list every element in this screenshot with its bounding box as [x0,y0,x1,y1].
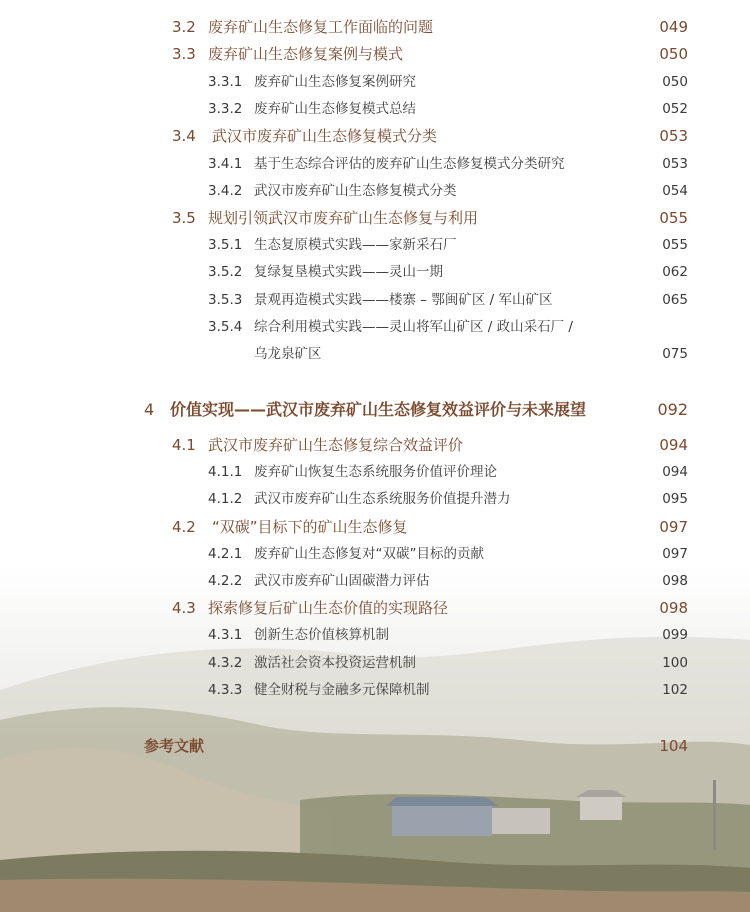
toc-entry-title: 废弃矿山生态修复模式总结 [254,101,416,117]
toc-entry-title: 武汉市废弃矿山固碳潜力评估 [254,573,430,589]
toc-entry-title: 健全财税与金融多元保障机制 [254,682,430,698]
toc-entry-page: 097 [659,518,688,536]
toc-entry-number: 3.5.1 [208,237,243,253]
toc-entry-number: 4.1 [172,436,196,454]
toc-entry-page: 094 [662,464,688,480]
toc-entry-title: 废弃矿山生态修复对“双碳”目标的贡献 [254,546,484,562]
toc-entry-title: 武汉市废弃矿山生态系统服务价值提升潜力 [254,491,511,507]
toc-entry[interactable] [0,650,750,676]
toc-entry-page: 102 [662,682,688,698]
toc-entry-title: 武汉市废弃矿山生态修复模式分类 [212,127,438,145]
toc-entry[interactable] [0,514,750,540]
toc-entry-page: 099 [662,627,688,643]
toc-entry-title: 废弃矿山生态修复案例与模式 [208,45,404,63]
toc-entry-page: 065 [662,292,688,308]
toc-entry-number: 3.3.1 [208,74,243,90]
toc-references-entry[interactable] [0,733,750,759]
toc-entry[interactable] [0,287,750,313]
toc-entry-number: 4.3.1 [208,627,243,643]
toc-entry[interactable] [0,123,750,149]
toc-entry-number: 4.2.2 [208,573,243,589]
toc-entry[interactable] [0,96,750,122]
toc-entry-title: 探索修复后矿山生态价值的实现路径 [208,599,449,617]
toc-entry-title: “双碳”目标下的矿山生态修复 [212,518,408,536]
toc-entry[interactable] [0,178,750,204]
toc-entry-title: 复绿复垦模式实践——灵山一期 [254,264,443,280]
toc-entry-page: 104 [659,737,688,755]
toc-entry-page: 098 [662,573,688,589]
toc-entry-title: 废弃矿山恢复生态系统服务价值评价理论 [254,464,497,480]
toc-entry-page: 100 [662,655,688,671]
toc-entry-page: 049 [659,18,688,36]
toc-entry[interactable] [0,205,750,231]
toc-entry-page: 055 [659,209,688,227]
toc-entry-page: 055 [662,237,688,253]
toc-entry-title: 激活社会资本投资运营机制 [254,655,416,671]
toc-entry-page: 095 [662,491,688,507]
toc-entry-title: 废弃矿山生态修复工作面临的问题 [208,18,434,36]
toc-entry-number: 4.2.1 [208,546,243,562]
toc-entry-title: 武汉市废弃矿山生态修复模式分类 [254,183,457,199]
toc-entry-page: 053 [659,127,688,145]
toc-entry[interactable] [0,486,750,512]
toc-entry-page: 050 [659,45,688,63]
toc-entry-page: 097 [662,546,688,562]
toc-entry-number: 4.1.2 [208,491,243,507]
toc-entry-page: 092 [657,400,688,419]
toc-entry[interactable] [0,595,750,621]
toc-entry[interactable] [0,459,750,485]
toc-entry[interactable] [0,14,750,40]
toc-entry[interactable] [0,151,750,177]
toc-entry-title: 景观再造模式实践——楼寨 – 鄂闽矿区 / 军山矿区 [254,292,553,308]
toc-entry[interactable] [0,677,750,703]
toc-entry[interactable] [0,622,750,648]
toc-entry-number: 3.2 [172,18,196,36]
toc-entry-title: 废弃矿山生态修复案例研究 [254,74,416,90]
toc-entry-number: 3.5.2 [208,264,243,280]
toc-entry-number: 3.5.4 [208,319,243,335]
toc-entry[interactable] [0,541,750,567]
toc-references-title: 参考文献 [144,737,205,755]
toc-entry-number: 3.4.2 [208,183,243,199]
toc-entry-number: 3.3.2 [208,101,243,117]
toc-entry-number: 3.5.3 [208,292,243,308]
toc-entry-page: 062 [662,264,688,280]
toc-entry-title-continuation: 乌龙泉矿区 [254,346,322,362]
toc-entry-page: 050 [662,74,688,90]
toc-entry[interactable] [0,41,750,67]
toc-entry-number: 3.4.1 [208,156,243,172]
toc-entry-number: 4.3.3 [208,682,243,698]
toc-entry[interactable] [0,432,750,458]
toc-entry-page: 098 [659,599,688,617]
toc-entry-page: 094 [659,436,688,454]
toc-entry-page: 052 [662,101,688,117]
toc-entry-title: 生态复原模式实践——家新采石厂 [254,237,457,253]
toc-entry-number: 4.3 [172,599,196,617]
toc-entry-number: 3.4 [172,127,196,145]
toc-entry-number: 4.1.1 [208,464,243,480]
toc-entry-title: 基于生态综合评估的废弃矿山生态修复模式分类研究 [254,156,565,172]
toc-chapter-title: 价值实现——武汉市废弃矿山生态修复效益评价与未来展望 [170,400,587,419]
toc-chapter-entry[interactable] [0,397,750,423]
toc-chapter-number: 4 [144,400,155,419]
toc-entry[interactable] [0,568,750,594]
toc-entry-page: 075 [662,346,688,362]
toc-entry[interactable] [0,232,750,258]
toc-entry-continuation[interactable] [0,341,750,367]
toc-entry-title: 综合利用模式实践——灵山将军山矿区 / 政山采石厂 / [254,319,573,335]
toc-entry-number: 3.3 [172,45,196,63]
toc-entry-number: 4.2 [172,518,196,536]
toc-entry-number: 4.3.2 [208,655,243,671]
toc-entry[interactable] [0,69,750,95]
toc-entry-page: 054 [662,183,688,199]
toc-entry-title: 规划引领武汉市废弃矿山生态修复与利用 [208,209,479,227]
toc-entry[interactable] [0,259,750,285]
toc-entry-title: 武汉市废弃矿山生态修复综合效益评价 [208,436,464,454]
toc-entry-number: 3.5 [172,209,196,227]
toc-entry-page: 053 [662,156,688,172]
toc-entry[interactable] [0,314,750,340]
toc-entry-title: 创新生态价值核算机制 [254,627,389,643]
